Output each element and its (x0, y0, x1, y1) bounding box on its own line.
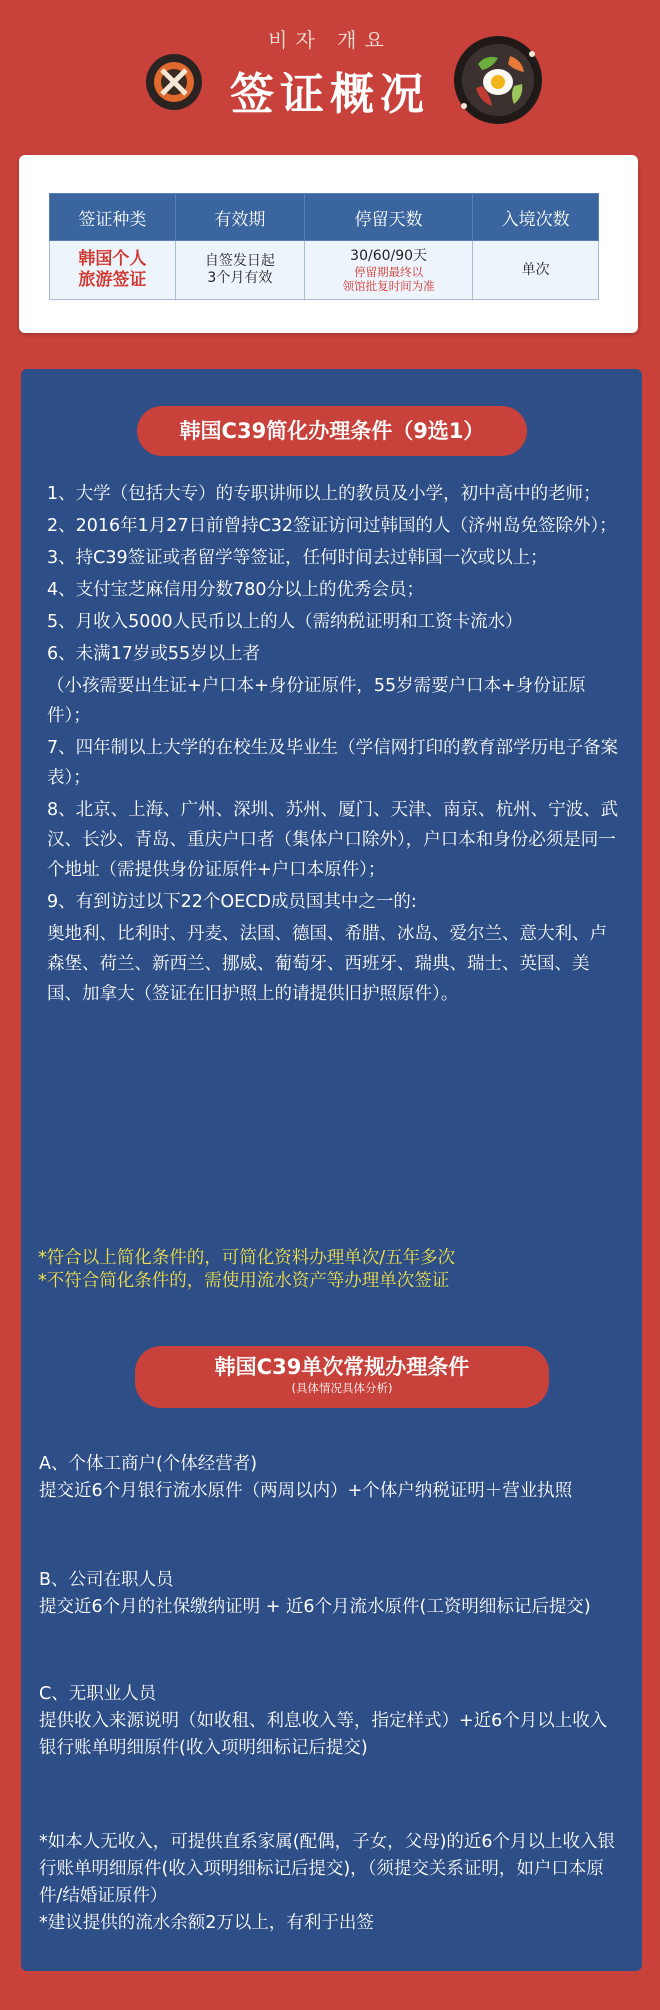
note-text: *如本人无收入，可提供直系家属(配偶，子女，父母)的近6个月以上收入银行账单明细原件(收入项明细标记后提交)，（须提交关系证明，如户口本原件/结婚证原件） (39, 1832, 616, 1906)
note-text: *符合以上简化条件的，可简化资料办理单次/五年多次 (38, 1248, 456, 1268)
column-header: 停留天数 (305, 194, 473, 241)
validity-line: 3个月有效 (207, 270, 273, 286)
list-item: 9、有到访过以下22个OECD成员国其中之一的: (47, 892, 417, 912)
regular-title-text: 韩国C39单次常规办理条件 (214, 1355, 470, 1379)
list-item: 7、四年制以上大学的在校生及毕业生（学信网打印的教育部学历电子备案表）； (47, 738, 619, 788)
page-title: 签证概况 (230, 69, 430, 120)
condition-body: 提供收入来源说明（如收租、利息收入等，指定样式）+近6个月以上收入银行账单明细原件(收入项明细标记后提交) (39, 1711, 608, 1758)
validity-cell (175, 241, 304, 300)
list-item: 2、2016年1月27日前曾持C32签证访问过韩国的人（济州岛免签除外）； (47, 516, 617, 536)
simplified-notes (38, 1247, 628, 1293)
korean-subtitle: 비자 개요 (268, 28, 392, 52)
visa-type-line: 旅游签证 (78, 270, 147, 290)
stay-days-value: 30/60/90天 (350, 247, 428, 264)
note-text: *建议提供的流水余额2万以上，有利于出签 (39, 1913, 374, 1933)
visa-info-table (49, 193, 599, 300)
regular-conditions-title (135, 1346, 549, 1408)
stay-days-note: 领馆批复时间为准 (342, 278, 435, 293)
column-header: 签证种类 (50, 194, 176, 241)
condition-b (39, 1567, 619, 1621)
stay-days-note: 停留期最终以 (354, 264, 424, 279)
list-item: 8、北京、上海、广州、深圳、苏州、厦门、天津、南京、杭州、宁波、武汉、长沙、青岛、重庆户口者（集体户口除外），户口本和身份必须是同一个地址（需提供身份证原件+户口本原件）； (47, 800, 619, 880)
visa-type-cell (50, 241, 176, 300)
note-text: *不符合简化条件的，需使用流水资产等办理单次签证 (38, 1271, 450, 1291)
visa-info-card (19, 155, 638, 333)
list-item: 6、未满17岁或55岁以上者 (47, 644, 261, 664)
table-header-row (50, 194, 599, 241)
condition-c (39, 1681, 619, 1762)
condition-body: 提交近6个月的社保缴纳证明 + 近6个月流水原件(工资明细标记后提交) (39, 1597, 591, 1617)
entries-cell: 单次 (473, 241, 599, 300)
conditions-panel (21, 369, 642, 1971)
column-header: 入境次数 (473, 194, 599, 241)
table-row (50, 241, 599, 300)
page-header (0, 0, 660, 148)
list-item: 5、月收入5000人民币以上的人（需纳税证明和工资卡流水） (47, 612, 523, 632)
list-item: 3、持C39签证或者留学等签证，任何时间去过韩国一次或以上； (47, 548, 548, 568)
condition-title: B、公司在职人员 (39, 1570, 174, 1590)
visa-type-line: 韩国个人 (78, 249, 147, 269)
regular-notes (39, 1829, 619, 1937)
condition-title: C、无职业人员 (39, 1684, 157, 1704)
list-item: 奥地利、比利时、丹麦、法国、德国、希腊、冰岛、爱尔兰、意大利、卢森堡、荷兰、新西兰、挪威、葡萄牙、西班牙、瑞典、瑞士、英国、美国、加拿大（签证在旧护照上的请提供旧护照原件）。 (47, 924, 607, 1004)
condition-a (39, 1451, 619, 1505)
list-item: （小孩需要出生证+户口本+身份证原件，55岁需要户口本+身份证原件）； (47, 676, 586, 726)
bibimbap-bowl-icon (452, 34, 544, 126)
column-header: 有效期 (175, 194, 304, 241)
validity-line: 自签发日起 (204, 253, 275, 269)
stay-days-cell (305, 241, 473, 300)
list-item: 1、大学（包括大专）的专职讲师以上的教员及小学，初中高中的老师； (47, 484, 601, 504)
regular-subtitle-text: (具体情况具体分析) (291, 1381, 393, 1395)
list-item: 4、支付宝芝麻信用分数780分以上的优秀会员； (47, 580, 425, 600)
condition-body: 提交近6个月银行流水原件（两周以内）+个体户纳税证明＋营业执照 (39, 1481, 573, 1501)
simplified-conditions-list (47, 479, 622, 1011)
simplified-conditions-title: 韩国C39简化办理条件（9选1） (137, 406, 527, 456)
condition-title: A、个体工商户(个体经营者) (39, 1454, 258, 1474)
